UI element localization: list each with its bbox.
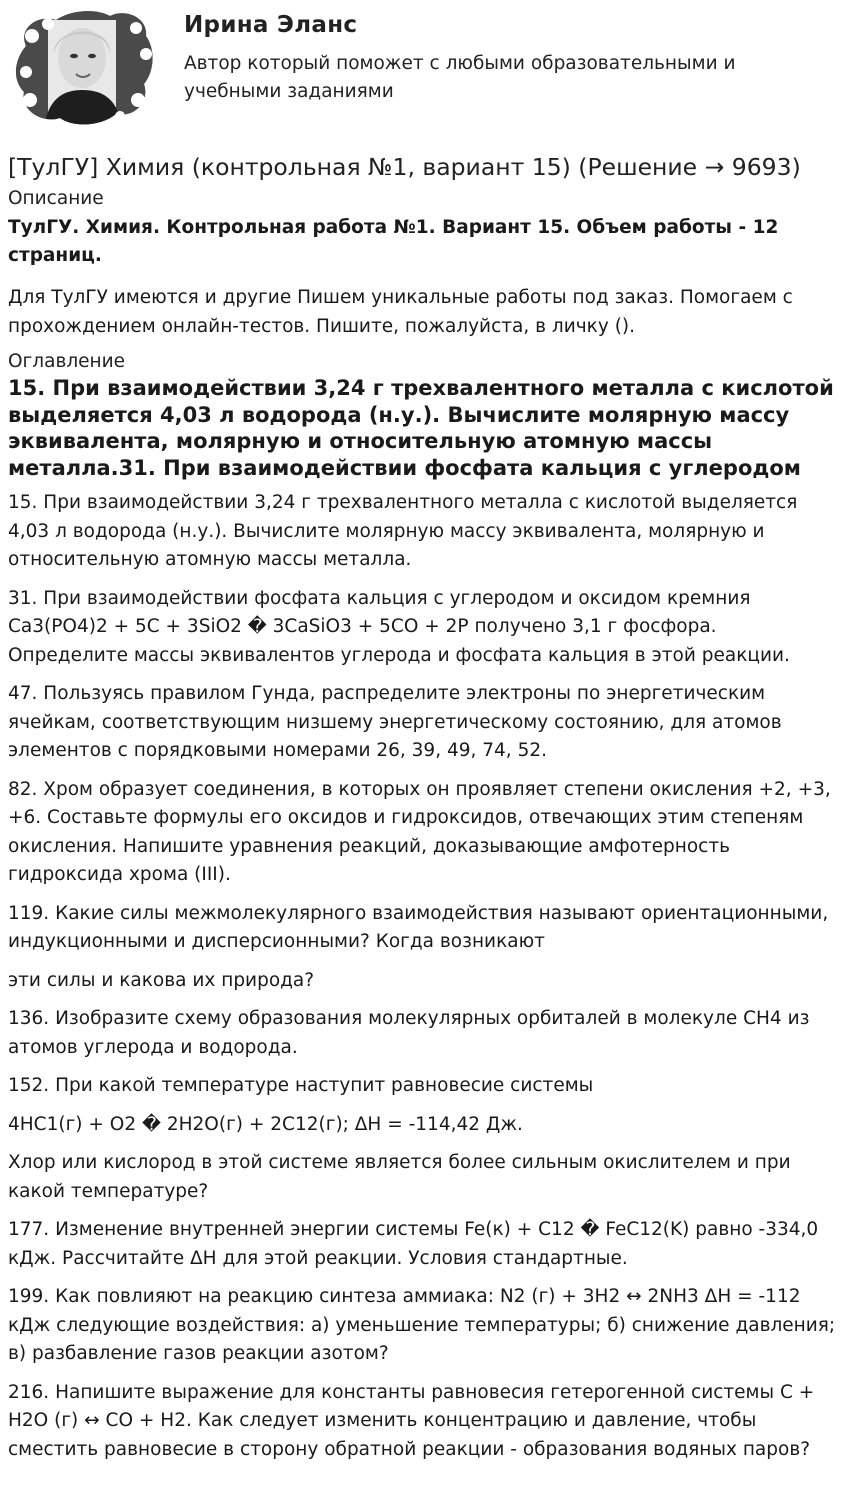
author-name[interactable]: Ирина Эланс: [184, 12, 358, 38]
author-card: [8, 0, 839, 136]
toc-label: Оглавление: [8, 351, 126, 372]
description-summary: ТулГУ. Химия. Контрольная работа №1. Вариант 15. Объем работы - 12 страниц.: [8, 217, 779, 266]
question-152-equation: 4HC1(г) + O2 � 2H2O(г) + 2C12(г); ΔH = -114,42 Дж.: [8, 1113, 523, 1135]
author-info: [184, 6, 784, 106]
author-bio: Автор который поможет с любыми образовательными и учебными заданиями: [184, 53, 736, 102]
question-47: 47. Пользуясь правилом Гунда, распределите электроны по энергетическим ячейкам, соответствующим низшему энергетическому состоянию, для атомов элементов с порядковыми номерами 26, 39, 49, 74, 52.: [8, 683, 782, 761]
description-note: Для ТулГУ имеются и другие Пишем уникальные работы под заказ. Помогаем с прохождением онлайн-тестов. Пишите, пожалуйста, в личку ().: [8, 287, 793, 337]
question-177: 177. Изменение внутренней энергии системы Fe(к) + C12 � FeC12(K) равно -334,0 кДж. Рассчитайте ΔH для этой реакции. Условия стандартные.: [8, 1219, 819, 1269]
work-title: [ТулГУ] Химия (контрольная №1, вариант 15) (Решение → 9693): [8, 153, 801, 181]
description-label: Описание: [8, 188, 104, 209]
question-119-continued: эти силы и какова их природа?: [8, 969, 315, 991]
question-152: 152. При какой температуре наступит равновесие системы: [8, 1075, 594, 1096]
question-31: 31. При взаимодействии фосфата кальция с углеродом и оксидом кремния Ca3(PO4)2 + 5C + 3SiO2 � 3CaSiO3 + 5CO + 2P получено 3,1 г фосфора. Определите массы эквивалентов углерода и фосфата кальция в этой реакции.: [8, 587, 790, 666]
question-199: 199. Как повлияют на реакцию синтеза аммиака: N2 (г) + 3H2 ↔ 2NH3 ΔH = -112 кДж следующие воздействия: а) уменьшение температуры; б) снижение давления; в) разбавление газов реакции азотом?: [8, 1286, 836, 1364]
question-15: 15. При взаимодействии 3,24 г трехвалентного металла с кислотой выделяется 4,03 л водорода (н.у.). Вычислите молярную массу эквивалента, молярную и относительную атомную массы металла.: [8, 492, 798, 570]
question-216: 216. Напишите выражение для константы равновесия гетерогенной системы C + H2O (г) ↔ CO + H2. Как следует изменить концентрацию и давление, чтобы сместить равновесие в сторону обратной реакции - образования водяных паров?: [8, 1381, 815, 1460]
avatar-frame-icon: [8, 6, 158, 128]
toc-heading: 15. При взаимодействии 3,24 г трехвалентного металла с кислотой выделяется 4,03 л водорода (н.у.). Вычислите молярную массу эквивалента, молярную и относительную атомную массы металла.31. При взаимодействии фосфата кальция с углеродом: [8, 376, 834, 480]
question-119: 119. Какие силы межмолекулярного взаимодействия называют ориентационными, индукционными и дисперсионными? Когда возникают: [8, 902, 829, 952]
avatar[interactable]: [8, 6, 158, 128]
question-152-continued: Хлор или кислород в этой системе является более сильным окислителем и при какой температуре?: [8, 1152, 791, 1202]
question-82: 82. Хром образует соединения, в которых он проявляет степени окисления +2, +3, +6. Составьте формулы его оксидов и гидроксидов, отвечающих этим степеням окисления. Напишите уравнения реакций, доказывающие амфотерность гидроксида хрома (III).: [8, 778, 831, 885]
question-136: 136. Изобразите схему образования молекулярных орбиталей в молекуле CH4 из атомов углерода и водорода.: [8, 1008, 810, 1058]
